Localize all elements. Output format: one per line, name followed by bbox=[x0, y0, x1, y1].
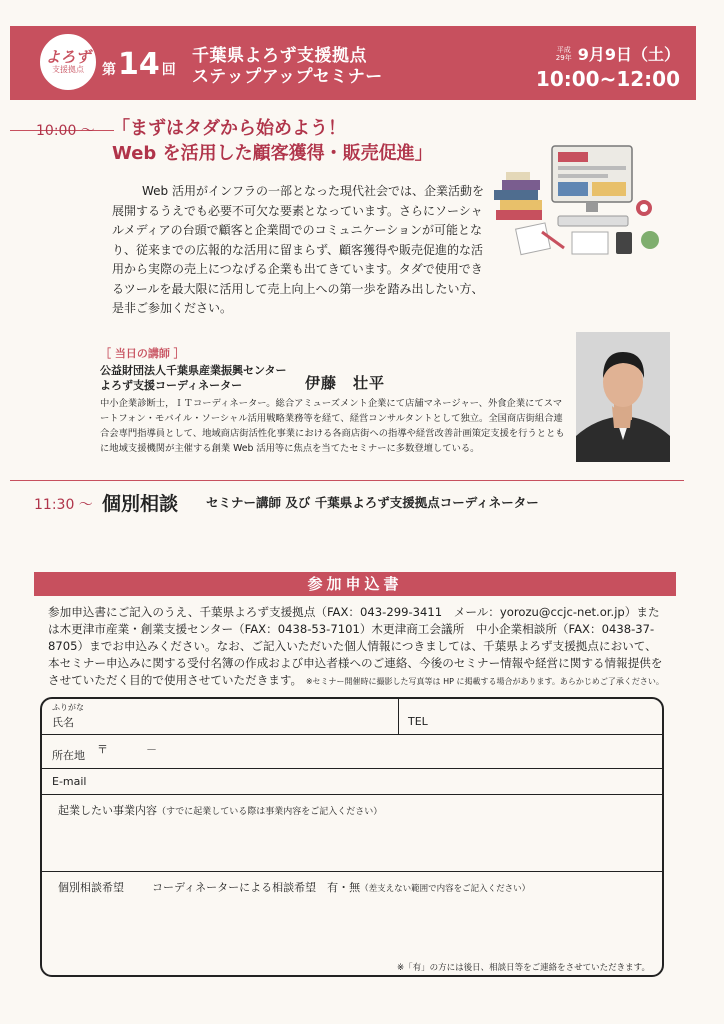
session1-title-line2: Web を活用した顧客獲得・販売促進」 bbox=[112, 143, 433, 164]
field-separator bbox=[398, 699, 399, 734]
tel-field[interactable] bbox=[442, 703, 652, 729]
session1-time: 10:00 ～ bbox=[36, 123, 95, 139]
name-label: 氏名 bbox=[52, 716, 74, 729]
application-form bbox=[40, 697, 664, 977]
postal-dash: － bbox=[146, 743, 157, 756]
seminar-date: 9月9日（土） bbox=[577, 45, 680, 64]
consult-label: 個別相談希望 bbox=[58, 881, 124, 894]
address-label: 所在地 bbox=[52, 749, 85, 762]
logo-text: よろず bbox=[45, 48, 91, 66]
edition-value: 14 bbox=[118, 47, 160, 82]
consult-note: （差支えない範囲で内容をご記入ください） bbox=[360, 884, 531, 894]
form-row-divider bbox=[42, 768, 662, 769]
yorozu-logo bbox=[40, 34, 96, 90]
edition-prefix: 第 bbox=[102, 62, 116, 78]
session2-time: 11:30 ～ bbox=[34, 497, 93, 513]
session1-title bbox=[112, 116, 433, 166]
business-note: （すでに起業している際は事業内容をご記入ください） bbox=[157, 807, 383, 817]
seminar-title bbox=[192, 46, 383, 88]
business-field[interactable] bbox=[52, 819, 652, 869]
name-field[interactable] bbox=[112, 703, 402, 729]
lecturer-role: よろず支援コーディネーター bbox=[100, 379, 243, 392]
tel-label: TEL bbox=[408, 715, 428, 728]
application-form-title: 参加申込書 bbox=[34, 572, 676, 596]
date-time bbox=[536, 42, 680, 91]
workspace-illustration bbox=[492, 136, 664, 260]
email-label: E-mail bbox=[52, 775, 87, 788]
instructions-text: 参加申込書にご記入のうえ、千葉県よろず支援拠点（FAX：043-299-3411 メール：yorozu@ccjc-net.or.jp）または木更津市産業・創業支援センター（FAX：0438-53-7101）木更津商工会議所 中小企業相談所（FAX：0438-37-8705）までお申込みください。なお、ご記入いただいた個人情報につきましては、千葉県よろず支援拠点において、本セミナー申込みに関する受付名簿の作成および申込者様へのご連絡、今後のセミナー情報や経営に関する情報提供をさせていただく目的で使用させていただきます。 bbox=[48, 605, 663, 687]
consult-text[interactable]: コーディネーターによる相談希望 有・無 bbox=[152, 881, 361, 894]
session1-title-line1: 「まずはタダから始めよう！ bbox=[112, 118, 346, 139]
seminar-time: 10:00~12:00 bbox=[535, 67, 680, 91]
header-banner bbox=[10, 26, 696, 100]
edition-number bbox=[102, 47, 176, 82]
title-line1: 千葉県よろず支援拠点 bbox=[192, 46, 367, 66]
form-row-divider bbox=[42, 871, 662, 872]
form-row-divider bbox=[42, 734, 662, 735]
era-line1: 平成 bbox=[556, 45, 571, 54]
lecturer-label: ［ 当日の講師 ］ bbox=[100, 347, 185, 360]
session1-description: Web 活用がインフラの一部となった現代社会では、企業活動を展開するうえでも必要不可欠な要素となっています。さらにソーシャルメディアの台頭で顧客と企業間でのコミュニケーションが可能となり、従来までの広報的な活用に留まらず、顧客獲得や販売促進的な活用から実際の売上につなげる企業も出てきています。タダで使用できるツールを最大限に活用して売上向上への第一歩を踏み出したい方、是非ご参加ください。 bbox=[112, 184, 484, 315]
email-field[interactable] bbox=[102, 771, 652, 791]
form-row-divider bbox=[42, 794, 662, 795]
session2-description: セミナー講師 及び 千葉県よろず支援拠点コーディネーター bbox=[206, 495, 539, 510]
consult-footer-note: ※「有」の方には後日、相談日等をご連絡をさせていただきます。 bbox=[397, 963, 650, 973]
title-line2: ステップアップセミナー bbox=[192, 67, 383, 87]
speaker-bio: 中小企業診断士，ＩＴコーディネーター。総合アミューズメント企業にて店舗マネージャー、外食企業にてスマートフォン・モバイル・ソーシャル活用戦略業務等を経て、経営コンサルタントとして独立。全国商店街組合連合会専門指導員として、地域商店街活性化事業における各商店街への指導や経営改善計画策定支援を行うとともに地域支援機関が主催する創業 Web 活用等に焦点を当てたセミナーに多数登壇している。 bbox=[100, 398, 565, 454]
business-label bbox=[58, 802, 382, 818]
divider bbox=[10, 480, 684, 481]
lecturer-org: 公益財団法人千葉県産業振興センター bbox=[100, 364, 287, 377]
photo-note: ※セミナー開催時に撮影した写真等は HP に掲載する場合があります。あらかじめご了承ください。 bbox=[305, 677, 664, 686]
address-field[interactable] bbox=[162, 739, 652, 765]
speaker-photo bbox=[576, 332, 670, 462]
era-line2: 29年 bbox=[555, 53, 572, 62]
consult-field[interactable] bbox=[52, 897, 652, 957]
logo-subtext: 支援拠点 bbox=[52, 65, 84, 74]
session2-title: 個別相談 bbox=[102, 493, 179, 515]
business-label-text: 起業したい事業内容 bbox=[58, 804, 157, 817]
application-instructions bbox=[48, 604, 668, 690]
edition-suffix: 回 bbox=[161, 62, 176, 78]
era-label bbox=[556, 46, 572, 62]
consult-options bbox=[152, 879, 530, 895]
furigana-label: ふりがな bbox=[52, 703, 84, 712]
speaker-name: 伊藤 壮平 bbox=[305, 374, 386, 392]
postal-mark: 〒 bbox=[97, 743, 108, 756]
